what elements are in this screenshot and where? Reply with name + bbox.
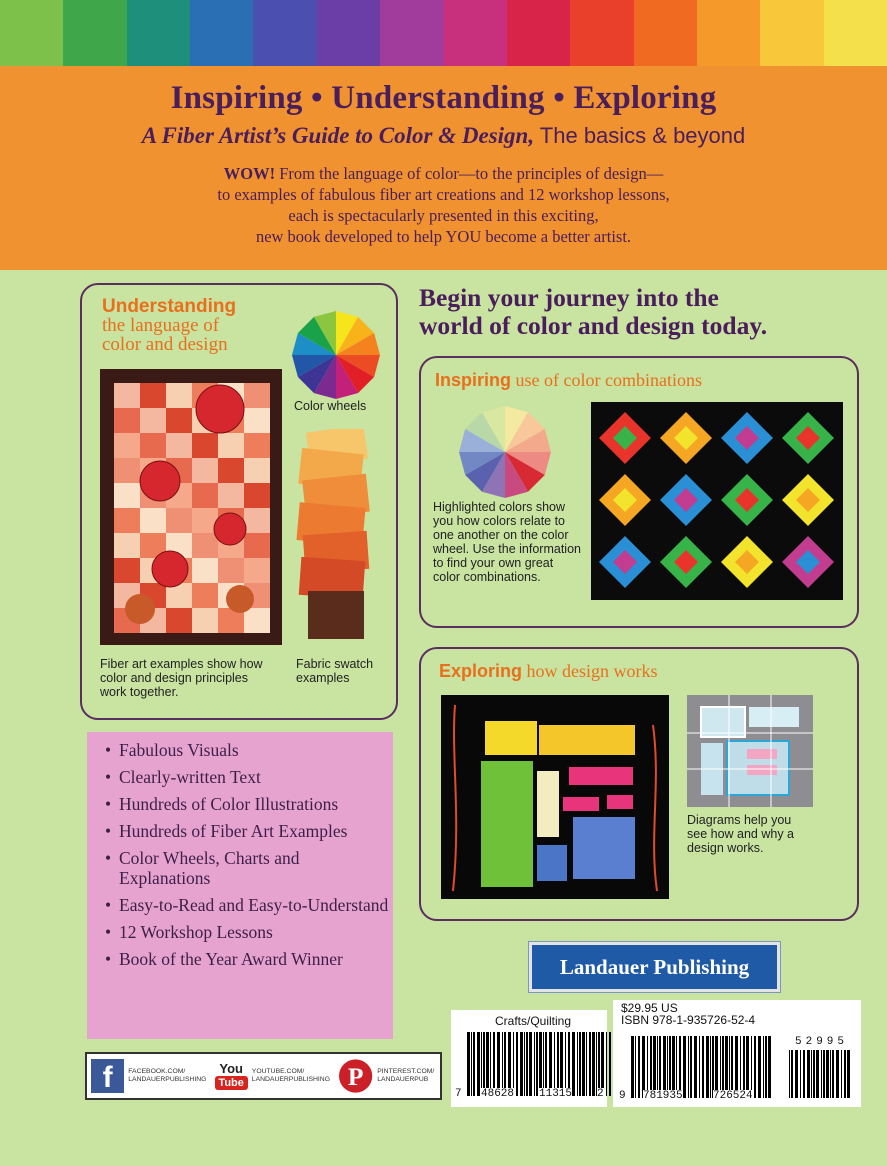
svg-text:P: P: [347, 1061, 364, 1091]
pinterest-link[interactable]: PINTEREST.COM/ LANDAUERPUB: [377, 1068, 435, 1083]
list-item: • Book of the Year Award Winner: [105, 949, 393, 969]
wow-word: WOW!: [223, 164, 276, 183]
category-label: Crafts/Quilting: [495, 1014, 572, 1028]
exploring-panel: [419, 647, 859, 921]
price-label: $29.95 US: [621, 1001, 678, 1015]
exploring-caption: Diagrams help you see how and why a design works.: [687, 813, 795, 855]
list-item: • Hundreds of Fiber Art Examples: [105, 821, 393, 841]
header-band: [0, 66, 887, 270]
inspiring-caption: Highlighted colors show you how colors relate to one another on the color wheel. Use the information to find your own great color combinations.: [433, 500, 581, 584]
understanding-panel: [80, 283, 398, 720]
design-diagram-image: [687, 695, 813, 807]
isbn-label: ISBN 978-1-935726-52-4: [621, 1013, 756, 1027]
list-item: • Fabulous Visuals: [105, 740, 393, 760]
pinterest-icon[interactable]: [338, 1058, 373, 1094]
list-item: • Color Wheels, Charts and Explanations: [105, 848, 393, 888]
isbn-bars: [631, 1036, 772, 1098]
highlighted-color-wheel-icon: [457, 404, 553, 500]
swatch-caption: Fabric swatch examples: [296, 657, 374, 685]
design-quilt-image: [441, 695, 669, 899]
subtitle-book-title: A Fiber Artist’s Guide to Color & Design,: [141, 123, 535, 148]
facebook-icon[interactable]: f: [91, 1059, 124, 1093]
headline: Inspiring • Understanding • Exploring: [170, 80, 717, 116]
inspiring-panel: [419, 356, 859, 628]
intro-paragraph: WOW! From the language of color—to the principles of design— to examples of fabulous fiber art creations and 12 workshop lessons, each is spectacularly presented in this exciting, new book developed to help YOU become a better artist.: [217, 164, 670, 246]
list-item: • Easy-to-Read and Easy-to-Understand: [105, 895, 393, 915]
quilt-image: [100, 369, 282, 645]
subtitle-tagline: The basics & beyond: [534, 123, 746, 148]
begin-journey-heading: Begin your journey into the world of color and design today.: [419, 283, 768, 340]
color-wheel-caption: Color wheels: [294, 399, 367, 413]
diamond-quilt-image: [591, 402, 843, 600]
list-item: • 12 Workshop Lessons: [105, 922, 393, 942]
fabric-color-strip: [0, 0, 887, 66]
understanding-title: Understanding the language of color and design: [102, 296, 237, 355]
list-item: • Hundreds of Color Illustrations: [105, 794, 393, 814]
social-links-bar: [85, 1052, 442, 1100]
upc-bars: [467, 1032, 613, 1096]
upc-barcode: Crafts/Quilting 7 48628 11315 2: [451, 1010, 607, 1107]
publisher-logo: Landauer Publishing: [529, 942, 780, 992]
youtube-link[interactable]: YOUTUBE.COM/ LANDAUERPUBLISHING: [251, 1068, 330, 1083]
subtitle: [0, 123, 887, 149]
list-item: • Clearly-written Text: [105, 767, 393, 787]
fabric-swatch-image: [294, 429, 376, 649]
addon-digits: 52995: [795, 1036, 849, 1048]
youtube-icon[interactable]: You Tube: [215, 1062, 248, 1090]
feature-list: [87, 732, 393, 1039]
facebook-link[interactable]: FACEBOOK.COM/ LANDAUERPUBLISHING: [128, 1068, 207, 1083]
isbn-barcode: $29.95 US ISBN 978-1-935726-52-4 52995 9 781935 726524: [613, 1000, 861, 1107]
quilt-caption: Fiber art examples show how color and design principles work together.: [100, 657, 263, 699]
color-wheel-icon: [290, 309, 382, 401]
addon-bars: [789, 1050, 852, 1098]
exploring-title: Exploring how design works: [439, 661, 658, 681]
inspiring-title: Inspiring use of color combinations: [435, 370, 702, 390]
